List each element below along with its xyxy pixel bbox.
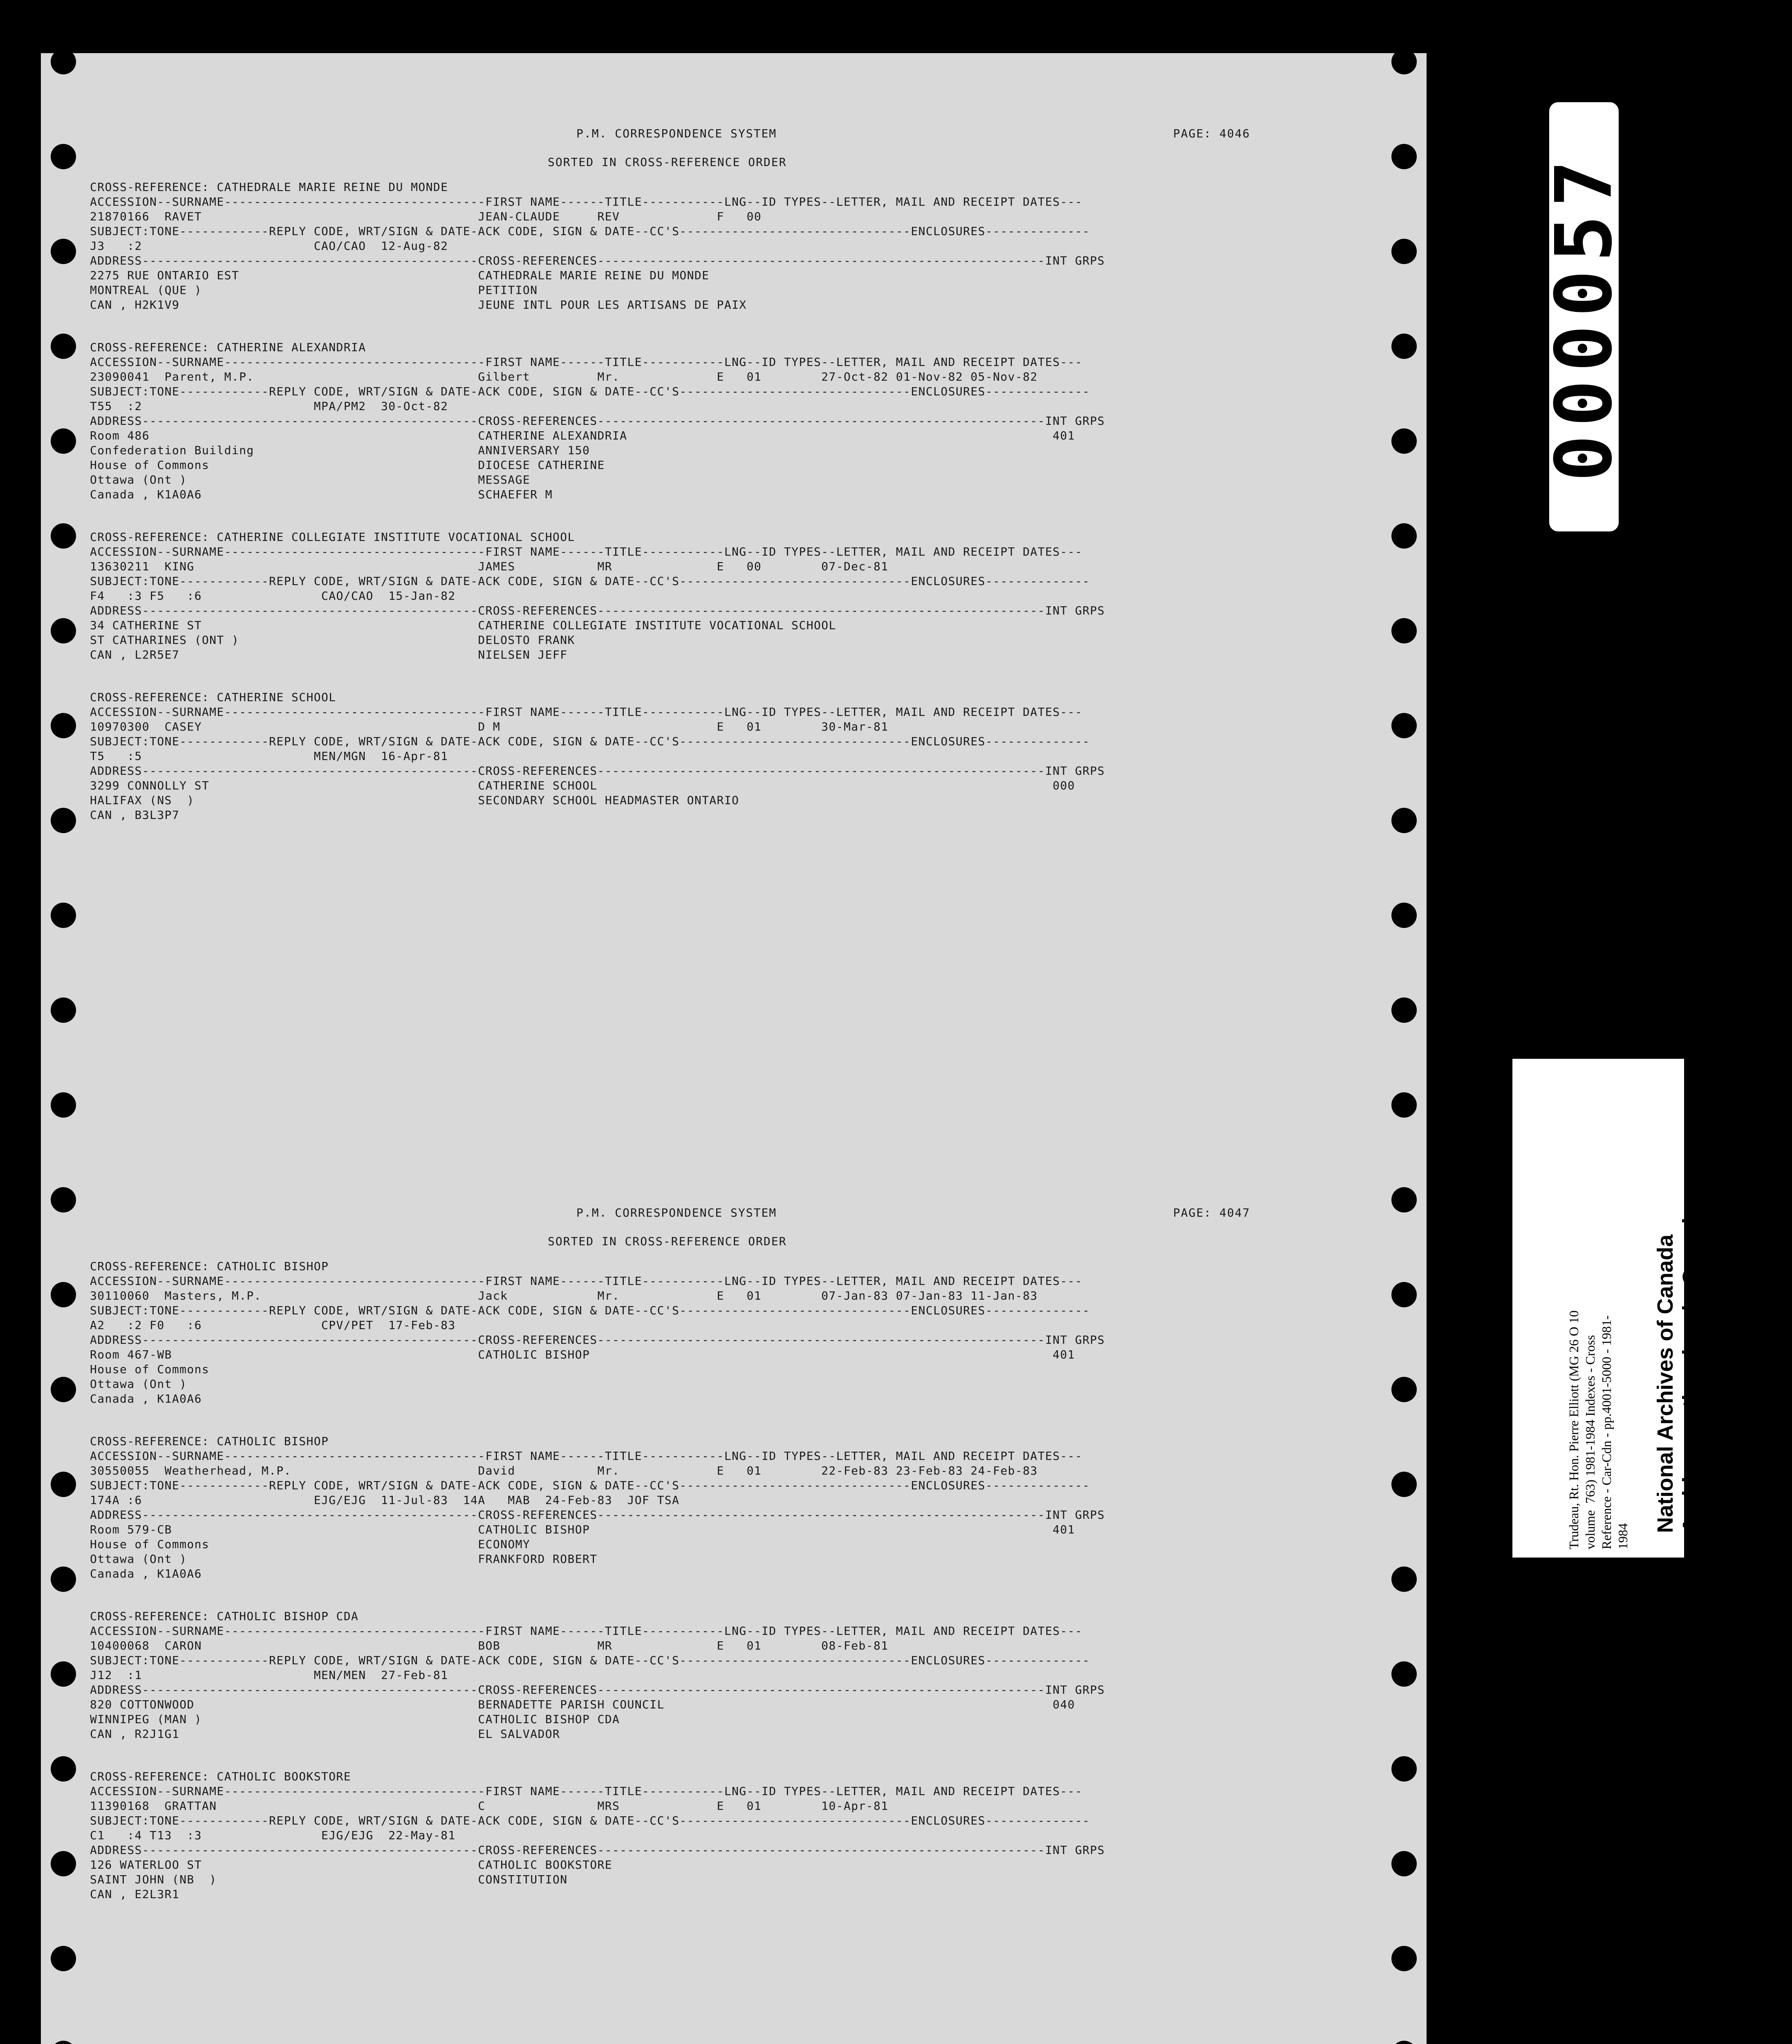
- feed-hole: [1391, 239, 1417, 264]
- record-line: Ottawa (Ont ) FRANKFORD ROBERT: [90, 1552, 598, 1566]
- record-line: CROSS-REFERENCE: CATHOLIC BISHOP: [90, 1434, 329, 1448]
- correspondence-record: [90, 690, 1378, 823]
- record-line: 30550055 Weatherhead, M.P. David Mr. E 01 22-Feb-83 23-Feb-83 24-Feb-83: [90, 1464, 1038, 1477]
- feed-hole: [1391, 713, 1417, 738]
- feed-hole: [1391, 2041, 1417, 2044]
- record-line: ACCESSION--SURNAME-----------------------------------FIRST NAME------TITLE-----------LNG--ID TYPES--LETTER, MAIL AND RECEIPT DATES---: [90, 1449, 1083, 1463]
- feed-hole: [51, 618, 76, 643]
- feed-hole: [51, 334, 76, 359]
- page-number: PAGE: 4047: [1173, 1206, 1250, 1219]
- feed-hole: [1391, 1377, 1417, 1402]
- feed-hole: [51, 523, 76, 549]
- record-line: ADDRESS---------------------------------------------CROSS-REFERENCES------------------------------------------------------------INT GRPS: [90, 604, 1105, 617]
- record-line: 21870166 RAVET JEAN-CLAUDE REV F 00: [90, 210, 762, 223]
- record-line: CROSS-REFERENCE: CATHEDRALE MARIE REINE DU MONDE: [90, 180, 448, 194]
- feed-hole: [51, 1377, 76, 1402]
- agency-label: [1633, 1079, 1723, 1537]
- feed-hole: [51, 1756, 76, 1782]
- feed-hole: [1391, 1756, 1417, 1782]
- record-line: SUBJECT:TONE------------REPLY CODE, WRT/SIGN & DATE-ACK CODE, SIGN & DATE--CC'S-------------------------------ENCLOSURES--------------: [90, 385, 1090, 398]
- record-line: ADDRESS---------------------------------------------CROSS-REFERENCES------------------------------------------------------------INT GRPS: [90, 254, 1105, 267]
- report-title: P.M. CORRESPONDENCE SYSTEM: [576, 127, 777, 140]
- record-list: [90, 180, 1378, 850]
- record-line: Ottawa (Ont ) MESSAGE: [90, 473, 531, 486]
- record-line: ACCESSION--SURNAME-----------------------------------FIRST NAME------TITLE-----------LNG--ID TYPES--LETTER, MAIL AND RECEIPT DATES---: [90, 355, 1083, 369]
- record-line: J3 :2 CAO/CAO 12-Aug-82: [90, 239, 448, 253]
- record-line: CROSS-REFERENCE: CATHOLIC BOOKSTORE: [90, 1770, 352, 1783]
- left-feed-holes: [45, 0, 82, 2044]
- feed-hole: [51, 903, 76, 928]
- frame-number-stamp: [1539, 102, 1629, 531]
- feed-hole: [1391, 808, 1417, 833]
- record-line: ADDRESS---------------------------------------------CROSS-REFERENCES------------------------------------------------------------INT GRPS: [90, 1683, 1105, 1697]
- feed-hole: [1391, 1851, 1417, 1876]
- record-line: House of Commons ECONOMY: [90, 1537, 531, 1551]
- correspondence-record: [90, 1259, 1378, 1406]
- record-line: CROSS-REFERENCE: CATHERINE ALEXANDRIA: [90, 341, 366, 354]
- record-line: ACCESSION--SURNAME-----------------------------------FIRST NAME------TITLE-----------LNG--ID TYPES--LETTER, MAIL AND RECEIPT DATES---: [90, 1274, 1083, 1288]
- sort-order-label: SORTED IN CROSS-REFERENCE ORDER: [548, 1235, 787, 1248]
- record-line: WINNIPEG (MAN ) CATHOLIC BISHOP CDA: [90, 1712, 620, 1726]
- record-line: 10970300 CASEY D M E 01 30-Mar-81: [90, 720, 889, 733]
- record-line: 34 CATHERINE ST CATHERINE COLLEGIATE INSTITUTE VOCATIONAL SCHOOL: [90, 619, 836, 632]
- record-line: ADDRESS---------------------------------------------CROSS-REFERENCES------------------------------------------------------------INT GRPS: [90, 1508, 1105, 1522]
- feed-hole: [51, 1851, 76, 1876]
- sort-order-label: SORTED IN CROSS-REFERENCE ORDER: [548, 155, 787, 169]
- right-feed-holes: [1386, 0, 1422, 2044]
- record-line: T5 :5 MEN/MGN 16-Apr-81: [90, 749, 448, 763]
- record-line: ST CATHARINES (ONT ) DELOSTO FRANK: [90, 633, 575, 647]
- record-line: ACCESSION--SURNAME-----------------------------------FIRST NAME------TITLE-----------LNG--ID TYPES--LETTER, MAIL AND RECEIPT DATES---: [90, 1784, 1083, 1798]
- record-line: SUBJECT:TONE------------REPLY CODE, WRT/SIGN & DATE-ACK CODE, SIGN & DATE--CC'S-------------------------------ENCLOSURES--------------: [90, 224, 1090, 238]
- record-line: 13630211 KING JAMES MR E 00 07-Dec-81: [90, 560, 889, 573]
- record-line: 10400068 CARON BOB MR E 01 08-Feb-81: [90, 1639, 889, 1652]
- feed-hole: [1391, 997, 1417, 1023]
- record-line: CAN , R2J1G1 EL SALVADOR: [90, 1727, 560, 1741]
- feed-hole: [1391, 1472, 1417, 1497]
- feed-hole: [1391, 144, 1417, 169]
- feed-hole: [51, 1946, 76, 1971]
- record-line: SAINT JOHN (NB ) CONSTITUTION: [90, 1873, 568, 1886]
- record-line: CAN , H2K1V9 JEUNE INTL POUR LES ARTISANS DE PAIX: [90, 298, 747, 312]
- record-line: MONTREAL (QUE ) PETITION: [90, 283, 538, 297]
- record-line: 30110060 Masters, M.P. Jack Mr. E 01 07-Jan-83 07-Jan-83 11-Jan-83: [90, 1289, 1038, 1302]
- record-line: CROSS-REFERENCE: CATHERINE SCHOOL: [90, 690, 336, 704]
- feed-hole: [51, 1472, 76, 1497]
- archival-description: Trudeau, Rt. Hon. Pierre Elliott (MG 26 O 10 volume 763) 1981-1984 Indexes - Cross Reference - Car-Cdn - pp.4001-5000 - 1981- 1984: [1566, 1310, 1630, 1549]
- feed-hole: [51, 713, 76, 738]
- record-line: Room 467-WB CATHOLIC BISHOP 401: [90, 1348, 1075, 1361]
- feed-hole: [1391, 334, 1417, 359]
- record-line: CAN , E2L3R1: [90, 1887, 180, 1901]
- record-line: ADDRESS---------------------------------------------CROSS-REFERENCES------------------------------------------------------------INT GRPS: [90, 414, 1105, 428]
- feed-hole: [51, 1092, 76, 1118]
- feed-hole: [51, 2041, 76, 2044]
- record-line: 820 COTTONWOOD BERNADETTE PARISH COUNCIL 040: [90, 1698, 1075, 1711]
- record-line: Canada , K1A0A6 SCHAEFER M: [90, 488, 553, 501]
- record-line: 11390168 GRATTAN C MRS E 01 10-Apr-81: [90, 1799, 889, 1813]
- record-line: ADDRESS---------------------------------------------CROSS-REFERENCES------------------------------------------------------------INT GRPS: [90, 1333, 1105, 1347]
- record-line: ACCESSION--SURNAME-----------------------------------FIRST NAME------TITLE-----------LNG--ID TYPES--LETTER, MAIL AND RECEIPT DATES---: [90, 705, 1083, 719]
- feed-hole: [51, 1282, 76, 1307]
- feed-hole: [1391, 618, 1417, 643]
- record-line: Canada , K1A0A6: [90, 1392, 202, 1405]
- feed-hole: [51, 239, 76, 264]
- record-line: CROSS-REFERENCE: CATHERINE COLLEGIATE INSTITUTE VOCATIONAL SCHOOL: [90, 530, 575, 544]
- feed-hole: [51, 1567, 76, 1592]
- report-title: P.M. CORRESPONDENCE SYSTEM: [576, 1206, 777, 1219]
- record-line: SUBJECT:TONE------------REPLY CODE, WRT/SIGN & DATE-ACK CODE, SIGN & DATE--CC'S-------------------------------ENCLOSURES--------------: [90, 1814, 1090, 1827]
- correspondence-record: [90, 530, 1378, 662]
- record-line: ACCESSION--SURNAME-----------------------------------FIRST NAME------TITLE-----------LNG--ID TYPES--LETTER, MAIL AND RECEIPT DATES---: [90, 1624, 1083, 1638]
- agency-name: National Archives of Canada Archives nationales du Canada: [1653, 1205, 1703, 1533]
- record-line: 3299 CONNOLLY ST CATHERINE SCHOOL 000: [90, 779, 1075, 792]
- record-line: Ottawa (Ont ): [90, 1377, 187, 1391]
- record-line: SUBJECT:TONE------------REPLY CODE, WRT/SIGN & DATE-ACK CODE, SIGN & DATE--CC'S-------------------------------ENCLOSURES--------------: [90, 1654, 1090, 1667]
- record-line: A2 :2 F0 :6 CPV/PET 17-Feb-83: [90, 1318, 456, 1332]
- page-number: PAGE: 4046: [1173, 127, 1250, 140]
- feed-hole: [1391, 1282, 1417, 1307]
- feed-hole: [1391, 428, 1417, 454]
- record-line: SUBJECT:TONE------------REPLY CODE, WRT/SIGN & DATE-ACK CODE, SIGN & DATE--CC'S-------------------------------ENCLOSURES--------------: [90, 574, 1090, 588]
- record-line: SUBJECT:TONE------------REPLY CODE, WRT/SIGN & DATE-ACK CODE, SIGN & DATE--CC'S-------------------------------ENCLOSURES--------------: [90, 1479, 1090, 1492]
- record-line: Room 579-CB CATHOLIC BISHOP 401: [90, 1523, 1075, 1536]
- record-line: 174A :6 EJG/EJG 11-Jul-83 14A MAB 24-Feb-83 JOF TSA: [90, 1493, 680, 1507]
- feed-hole: [51, 144, 76, 169]
- feed-hole: [1391, 1567, 1417, 1592]
- record-line: CROSS-REFERENCE: CATHOLIC BISHOP CDA: [90, 1609, 359, 1623]
- record-line: SUBJECT:TONE------------REPLY CODE, WRT/SIGN & DATE-ACK CODE, SIGN & DATE--CC'S-------------------------------ENCLOSURES--------------: [90, 735, 1090, 748]
- feed-hole: [51, 808, 76, 833]
- record-line: CAN , L2R5E7 NIELSEN JEFF: [90, 648, 568, 661]
- record-line: J12 :1 MEN/MEN 27-Feb-81: [90, 1668, 448, 1682]
- record-line: Room 486 CATHERINE ALEXANDRIA 401: [90, 429, 1075, 442]
- correspondence-record: [90, 340, 1378, 502]
- record-list: [90, 1259, 1378, 1930]
- record-line: Canada , K1A0A6: [90, 1567, 202, 1580]
- feed-hole: [1391, 1946, 1417, 1971]
- record-line: House of Commons DIOCESE CATHERINE: [90, 458, 605, 472]
- record-line: ADDRESS---------------------------------------------CROSS-REFERENCES------------------------------------------------------------INT GRPS: [90, 1843, 1105, 1857]
- record-line: F4 :3 F5 :6 CAO/CAO 15-Jan-82: [90, 589, 456, 603]
- correspondence-record: [90, 180, 1378, 312]
- feed-hole: [51, 428, 76, 454]
- feed-hole: [51, 1661, 76, 1687]
- feed-hole: [51, 1187, 76, 1213]
- record-line: SUBJECT:TONE------------REPLY CODE, WRT/SIGN & DATE-ACK CODE, SIGN & DATE--CC'S-------------------------------ENCLOSURES--------------: [90, 1304, 1090, 1317]
- record-line: C1 :4 T13 :3 EJG/EJG 22-May-81: [90, 1829, 456, 1842]
- feed-hole: [1391, 903, 1417, 928]
- record-line: 2275 RUE ONTARIO EST CATHEDRALE MARIE REINE DU MONDE: [90, 269, 710, 282]
- feed-hole: [1391, 1092, 1417, 1118]
- record-line: Confederation Building ANNIVERSARY 150: [90, 444, 590, 457]
- record-line: House of Commons: [90, 1363, 210, 1376]
- record-line: CROSS-REFERENCE: CATHOLIC BISHOP: [90, 1260, 329, 1273]
- feed-hole: [1391, 523, 1417, 549]
- record-line: 23090041 Parent, M.P. Gilbert Mr. E 01 27-Oct-82 01-Nov-82 05-Nov-82: [90, 370, 1038, 383]
- record-line: ADDRESS---------------------------------------------CROSS-REFERENCES------------------------------------------------------------INT GRPS: [90, 764, 1105, 778]
- correspondence-record: [90, 1609, 1378, 1741]
- record-line: ACCESSION--SURNAME-----------------------------------FIRST NAME------TITLE-----------LNG--ID TYPES--LETTER, MAIL AND RECEIPT DATES---: [90, 545, 1083, 558]
- record-line: ACCESSION--SURNAME-----------------------------------FIRST NAME------TITLE-----------LNG--ID TYPES--LETTER, MAIL AND RECEIPT DATES---: [90, 195, 1083, 208]
- correspondence-record: [90, 1769, 1378, 1902]
- feed-hole: [1391, 1187, 1417, 1213]
- feed-hole: [51, 997, 76, 1023]
- record-line: T55 :2 MPA/PM2 30-Oct-82: [90, 399, 448, 413]
- feed-hole: [1391, 1661, 1417, 1687]
- record-line: 126 WATERLOO ST CATHOLIC BOOKSTORE: [90, 1858, 613, 1871]
- correspondence-record: [90, 1434, 1378, 1581]
- record-line: CAN , B3L3P7: [90, 808, 180, 822]
- feed-hole: [1391, 49, 1417, 74]
- frame-number: 000057: [1539, 152, 1629, 482]
- feed-hole: [51, 49, 76, 74]
- record-line: HALIFAX (NS ) SECONDARY SCHOOL HEADMASTER ONTARIO: [90, 793, 739, 807]
